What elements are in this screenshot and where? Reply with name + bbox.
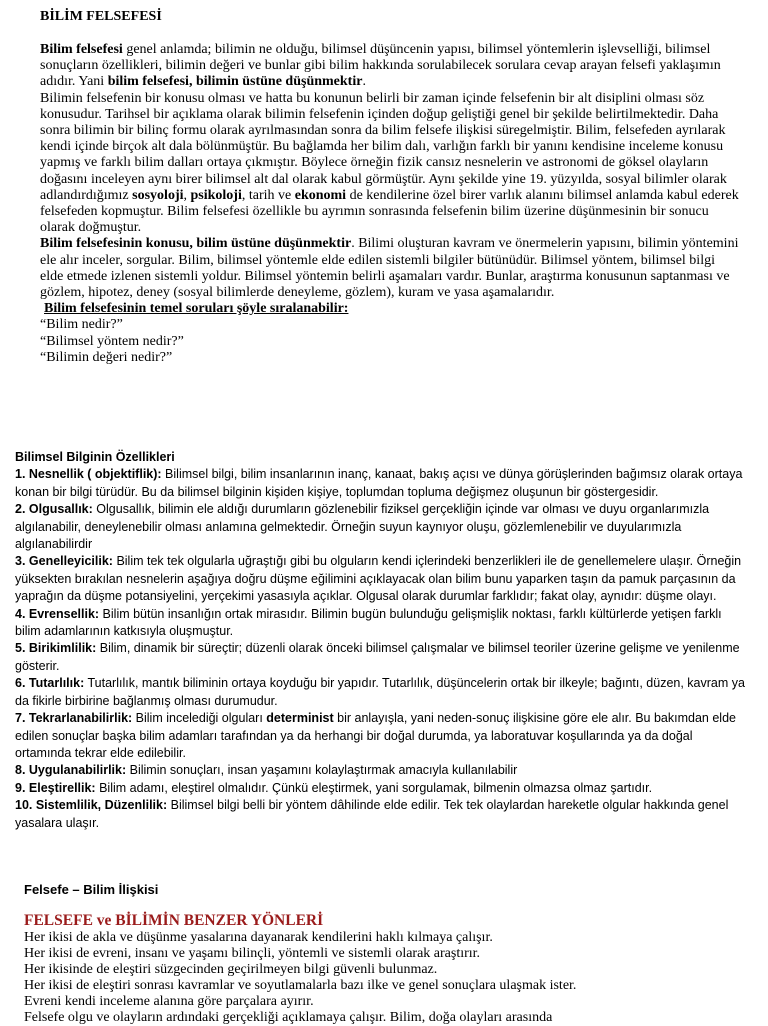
page-title: BİLİM FELSEFESİ bbox=[40, 9, 162, 24]
list-item: 3. Genelleyicilik: Bilim tek tek olgularla uğraştığı gibi bu olguların kendi içlerindeki benzerlikleri ile de genellemelere ulaşır. Örneğin yüksekten bırakılan nesnelerin aşağıya doğru düşme eğilimini açıklayacak olan bilim bunu yaparken taşın da pamuk parçasının da yaprağın da düşme potansiyelini, yerçekimi yasasıyla açıklar. Olgusal olarak durumlar farklıdır; fakat olay, aynıdır: düşme olayı. bbox=[15, 554, 742, 604]
text-line: Felsefe olgu ve olayların ardındaki gerçekliği açıklamaya çalışır. Bilim, doğa olayları arasında bbox=[24, 1010, 553, 1025]
question-item: “Bilimsel yöntem nedir?” bbox=[40, 333, 184, 349]
section-subtitle: Felsefe – Bilim İlişkisi bbox=[24, 882, 159, 897]
bold-term: ekonomi bbox=[294, 187, 347, 203]
list-item: 1. Nesnellik ( objektiflik): Bilimsel bilgi, bilim insanlarının inanç, kanaat, bakış açısı ve dünya görüşlerinden bağımsız olarak ortaya konan bir bilgi türüdür. Bu da bilimsel bilginin kişiden kişiye, toplumdan topluma değişmez oluşunun bir göstergesidir. bbox=[15, 467, 743, 499]
item-label: 10. Sistemlilik, Düzenlilik: bbox=[15, 798, 168, 813]
list-item: 5. Birikimlilik: Bilim, dinamik bir süreçtir; düzenli olarak önceki bilimsel çalışmalar ve bilimsel teoriler üzerine gelişme ve yenilenme gösterir. bbox=[15, 641, 740, 673]
item-label: 9. Eleştirellik: bbox=[15, 780, 96, 795]
bold-term: psikoloji bbox=[190, 187, 242, 203]
list-item: 10. Sistemlilik, Düzenlilik: Bilimsel bilgi belli bir yöntem dâhilinde elde edilir. Tek tek olaylardan hareketle olgular hakkında genel yasalara ulaşır. bbox=[15, 798, 729, 830]
section-bilim-felsefesi bbox=[40, 9, 740, 366]
bold-term: sosyoloji bbox=[132, 187, 184, 203]
item-label: 8. Uygulanabilirlik: bbox=[15, 763, 127, 778]
item-label: 6. Tutarlılık: bbox=[15, 676, 85, 691]
item-label: 3. Genelleyicilik: bbox=[15, 554, 113, 569]
list-item: 8. Uygulanabilirlik: Bilimin sonuçları, insan yaşamını kolaylaştırmak amacıyla kullanılabilir bbox=[15, 763, 518, 778]
text-line: Her ikisi de eleştiri sonrası kavramlar ve soyutlamalarla bazı ilke ve genel sonuçlara ulaşmak ister. bbox=[24, 978, 577, 993]
section-felsefe-bilim-iliskisi bbox=[24, 881, 744, 1026]
list-item: 2. Olgusallık: Olgusallık, bilimin ele aldığı durumların gözlenebilir fiziksel gerçekliğin içinde var olması ve duyu organlarımızla algılanabilir, deneylenebilir olması anlamına gelmektedir. Örneğin suyun kaynıyor oluşu, gözlemlenebilir ve duyularımızla algılanabilirdir bbox=[15, 502, 710, 552]
question-item: “Bilim nedir?” bbox=[40, 317, 123, 333]
question-item: “Bilimin değeri nedir?” bbox=[40, 349, 173, 365]
section-bilimsel-bilgi-ozellikleri bbox=[15, 449, 745, 832]
item-label: 5. Birikimlilik: bbox=[15, 641, 97, 656]
bold-term: bilim felsefesi, bilimin üstüne düşünmektir bbox=[107, 74, 363, 90]
bold-term: determinist bbox=[266, 711, 334, 726]
list-item: 9. Eleştirellik: Bilim adamı, eleştirel olmalıdır. Çünkü eleştirmek, yani sorgulamak, bilmenin olmazsa olmaz şartıdır. bbox=[15, 780, 653, 795]
paragraph-subject: Bilim felsefesinin konusu, bilim üstüne düşünmektir. Bilimi oluşturan kavram ve önermelerin yapısını, bilimin yöntemini ele alır inceler, sorgular. Bilim, bilimsel yöntemle elde edilen sistemli bilgiler bütünüdür. Bilimsel yöntem, bilimsel bilgi elde etmede izlenen sistemli yoldur. Bilimsel yöntemin belirli aşamaları vardır. Bunlar, araştırma konusunun saptanması ve gözlem, hipotez, deney (sosyal bilimlerde deneyleme, gözlem), kuram ve yasa aşamalarıdır. bbox=[40, 236, 739, 301]
paragraph-definition: Bilim felsefesi genel anlamda; bilimin ne olduğu, bilimsel düşüncenin yapısı, bilimsel yöntemlerin işlevselliği, bilimsel sonuçların özellikleri, bilimin değeri ve bunlar gibi bilim hakkında sorulabilecek sorulara cevap arayan felsefi yaklaşımın adıdır. Yani bilim felsefesi, bilimin üstüne düşünmektir. bbox=[40, 42, 721, 90]
item-label: 1. Nesnellik ( objektiflik): bbox=[15, 467, 162, 482]
text-line: Evreni kendi inceleme alanına göre parçalara ayırır. bbox=[24, 994, 314, 1009]
paragraph-history: Bilimin felsefenin bir konusu olması ve hatta bu konunun belirli bir zaman içinde felsefenin bir alt disiplini olması söz konusudur. Tarihsel bir açıklama olarak bilimin felsefenin içinden doğup geliştiği genel bir şekilde belirtilmektedir. Daha sonra bilimin bir bilinç formu olarak ayrılmasından sonra da bilim felsefe ilişkisi süregelmiştir. Bilim, felsefeden ayrılarak kendi içinde birçok alt dala bölünmüştür. Bu bağlamda her bilim dalı, varlığın farklı bir yanını kendisine inceleme konusu yapmış ve farklı bilim dalları ortaya çıkmıştır. Böylece örneğin fizik cansız nesnelerin ve astronomi de göksel olayların doğasını inceleyen aynı birer bilimsel alt dal olarak kabul görmüştür. Aynı şekilde yine 19. yüzyılda, sosyal bilimler olarak adlandırdığımız sosyoloji, psikoloji, tarih ve ekonomi de kendilerine özel birer varlık alanını bilimsel anlamda kabul ederek felsefeden kopmuştur. Bilim felsefesi özellikle bu ayrımın sonrasında felsefenin bilim üzerine düşünmesinin bir sonucu olarak doğmuştur. bbox=[40, 90, 739, 236]
text-line: Her ikisi de evreni, insanı ve yaşamı bilinçli, yöntemli ve sistemli olarak araştırır. bbox=[24, 946, 481, 961]
item-label: 2. Olgusallık: bbox=[15, 502, 93, 517]
bold-term: Bilim felsefesi bbox=[40, 42, 123, 57]
item-label: 4. Evrensellik: bbox=[15, 606, 100, 621]
bold-term: Bilim felsefesinin konusu, bilim üstüne düşünmektir bbox=[40, 236, 352, 252]
list-item: 6. Tutarlılık: Tutarlılık, mantık biliminin ortaya koyduğu bir yapıdır. Tutarlılık, düşüncelerin ortak bir ilkeyle; bağıntı, düzen, kavram ya da fikirle birbirine bağlanmış olması durumudur. bbox=[15, 676, 745, 708]
section-title: Bilimsel Bilginin Özellikleri bbox=[15, 450, 175, 464]
text-line: Her ikisi de akla ve düşünme yasalarına dayanarak kendilerini haklı kılmaya çalışır. bbox=[24, 930, 493, 945]
section-heading: FELSEFE ve BİLİMİN BENZER YÖNLERİ bbox=[24, 912, 324, 929]
list-item: 4. Evrensellik: Bilim bütün insanlığın ortak mirasıdır. Bilimin bugün bulunduğu gelişmişlik noktası, farklı kültürlerde yetişen farklı bilim adamlarının katkısıyla oluşmuştur. bbox=[15, 606, 722, 639]
item-label: 7. Tekrarlanabilirlik: bbox=[15, 711, 133, 726]
list-item: 7. Tekrarlanabilirlik: Bilim incelediği olguları determinist bir anlayışla, yani neden-sonuç ilişkisine göre ele alır. Bu bakımdan elde edilen sonuçlar başka bilim adamları tarafından ya da herhangi bir doğal durumda, ya laboratuvar koşullarında ya da doğal ortamında tekrar elde edilebilir. bbox=[15, 711, 736, 760]
questions-heading: Bilim felsefesinin temel soruları şöyle sıralanabilir: bbox=[44, 301, 349, 317]
text-line: Her ikisinde de eleştiri süzgecinden geçirilmeyen bilgi güvenli bulunmaz. bbox=[24, 962, 438, 977]
